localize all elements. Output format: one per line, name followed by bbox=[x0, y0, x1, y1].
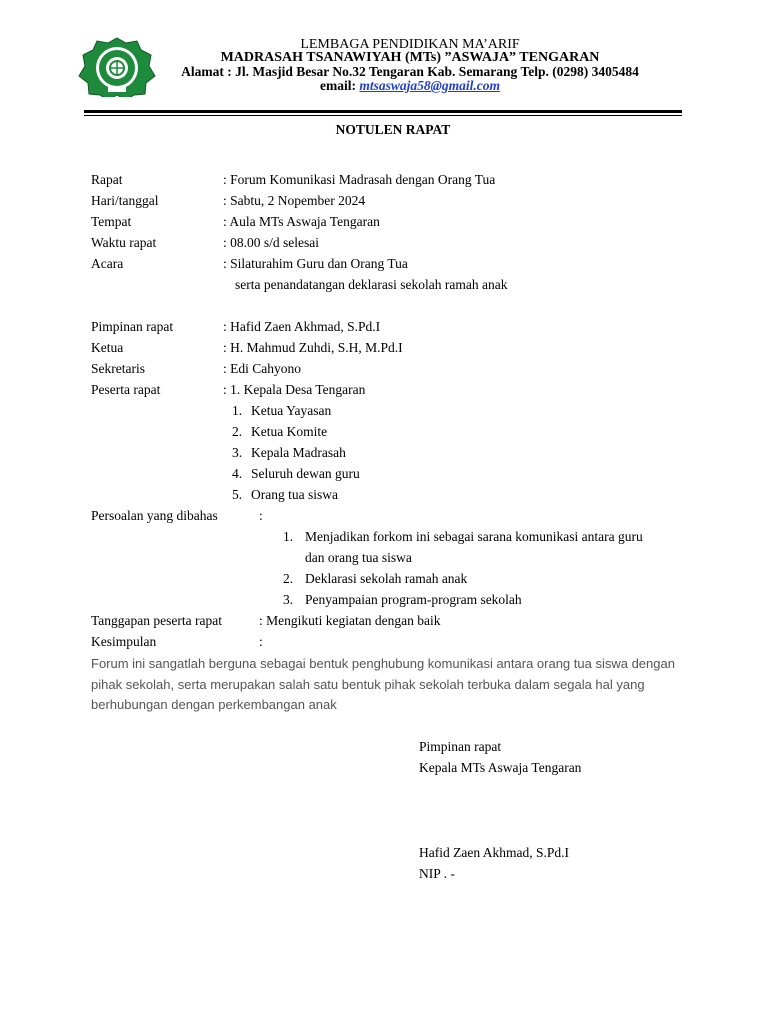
persoalan-label: Persoalan yang dibahas bbox=[91, 508, 218, 523]
official-value-peserta: : 1. Kepala Desa Tengaran bbox=[223, 382, 366, 397]
peserta-item: Kepala Madrasah bbox=[251, 445, 346, 460]
peserta-item: Seluruh dewan guru bbox=[251, 466, 360, 481]
official-label-ketua: Ketua bbox=[91, 340, 124, 355]
peserta-item: Ketua Yayasan bbox=[251, 403, 332, 418]
persoalan-item-continuation: dan orang tua siswa bbox=[305, 550, 412, 565]
detail-acara-continuation: serta penandatangan deklarasi sekolah ramah anak bbox=[235, 277, 508, 292]
official-value-ketua: : H. Mahmud Zuhdi, S.H, M.Pd.I bbox=[223, 340, 403, 355]
official-value-sekretaris: : Edi Cahyono bbox=[223, 361, 301, 376]
persoalan-item: Menjadikan forkom ini sebagai sarana komunikasi antara guru bbox=[305, 529, 643, 544]
kesimpulan-text-line: berhubungan dengan perkembangan anak bbox=[91, 697, 337, 712]
kesimpulan-text-line: Forum ini sangatlah berguna sebagai bentuk penghubung komunikasi antara orang tua siswa dengan bbox=[91, 656, 675, 671]
persoalan-number: 1. bbox=[283, 529, 294, 544]
signature-nip: NIP . - bbox=[419, 866, 455, 881]
detail-label-rapat: Rapat bbox=[91, 172, 123, 187]
peserta-item: Orang tua siswa bbox=[251, 487, 338, 502]
tanggapan-label: Tanggapan peserta rapat bbox=[91, 613, 222, 628]
detail-label-hari-tanggal: Hari/tanggal bbox=[91, 193, 159, 208]
header-institution: LEMBAGA PENDIDIKAN MA’ARIF bbox=[300, 37, 520, 52]
document-title: NOTULEN RAPAT bbox=[335, 122, 451, 137]
signature-name: Hafid Zaen Akhmad, S.Pd.I bbox=[419, 845, 569, 860]
detail-value-tempat: : Aula MTs Aswaja Tengaran bbox=[223, 214, 380, 229]
signature-role: Pimpinan rapat bbox=[419, 739, 502, 754]
peserta-number: 1. bbox=[232, 403, 243, 418]
signature-position: Kepala MTs Aswaja Tengaran bbox=[419, 760, 582, 775]
peserta-number: 3. bbox=[232, 445, 243, 460]
peserta-item: Ketua Komite bbox=[251, 424, 328, 439]
persoalan-number: 2. bbox=[283, 571, 294, 586]
official-label-peserta: Peserta rapat bbox=[91, 382, 161, 397]
detail-value-hari-tanggal: : Sabtu, 2 Nopember 2024 bbox=[223, 193, 366, 208]
peserta-number: 4. bbox=[232, 466, 243, 481]
detail-label-acara: Acara bbox=[91, 256, 124, 271]
persoalan-colon: : bbox=[259, 508, 263, 523]
official-value-pimpinan: : Hafid Zaen Akhmad, S.Pd.I bbox=[223, 319, 381, 334]
detail-value-waktu: : 08.00 s/d selesai bbox=[223, 235, 319, 250]
persoalan-item: Deklarasi sekolah ramah anak bbox=[305, 571, 468, 586]
header-address: Alamat : Jl. Masjid Besar No.32 Tengaran Kab. Semarang Telp. (0298) 3405484 bbox=[181, 64, 639, 79]
persoalan-item: Penyampaian program-program sekolah bbox=[305, 592, 522, 607]
official-label-pimpinan: Pimpinan rapat bbox=[91, 319, 174, 334]
header-email-link[interactable]: mtsaswaja58@gmail.com bbox=[359, 78, 500, 93]
official-label-sekretaris: Sekretaris bbox=[91, 361, 145, 376]
kesimpulan-colon: : bbox=[259, 634, 263, 649]
tanggapan-value: : Mengikuti kegiatan dengan baik bbox=[259, 613, 441, 628]
header-divider-thin bbox=[84, 115, 682, 116]
kesimpulan-label: Kesimpulan bbox=[91, 634, 157, 649]
detail-value-rapat: : Forum Komunikasi Madrasah dengan Orang Tua bbox=[223, 172, 496, 187]
header-school-name: MADRASAH TSANAWIYAH (MTs) ”ASWAJA” TENGARAN bbox=[220, 50, 600, 65]
header-divider-thick bbox=[84, 110, 682, 113]
kesimpulan-text-line: pihak sekolah, serta merupakan salah satu bentuk pihak sekolah terbuka dalam segala hal yang bbox=[91, 677, 645, 692]
header-email-line bbox=[100, 78, 720, 93]
persoalan-number: 3. bbox=[283, 592, 294, 607]
detail-label-waktu: Waktu rapat bbox=[91, 235, 157, 250]
detail-value-acara: : Silaturahim Guru dan Orang Tua bbox=[223, 256, 408, 271]
header-email-label: email: bbox=[320, 78, 356, 93]
peserta-number: 5. bbox=[232, 487, 243, 502]
peserta-number: 2. bbox=[232, 424, 243, 439]
detail-label-tempat: Tempat bbox=[91, 214, 132, 229]
